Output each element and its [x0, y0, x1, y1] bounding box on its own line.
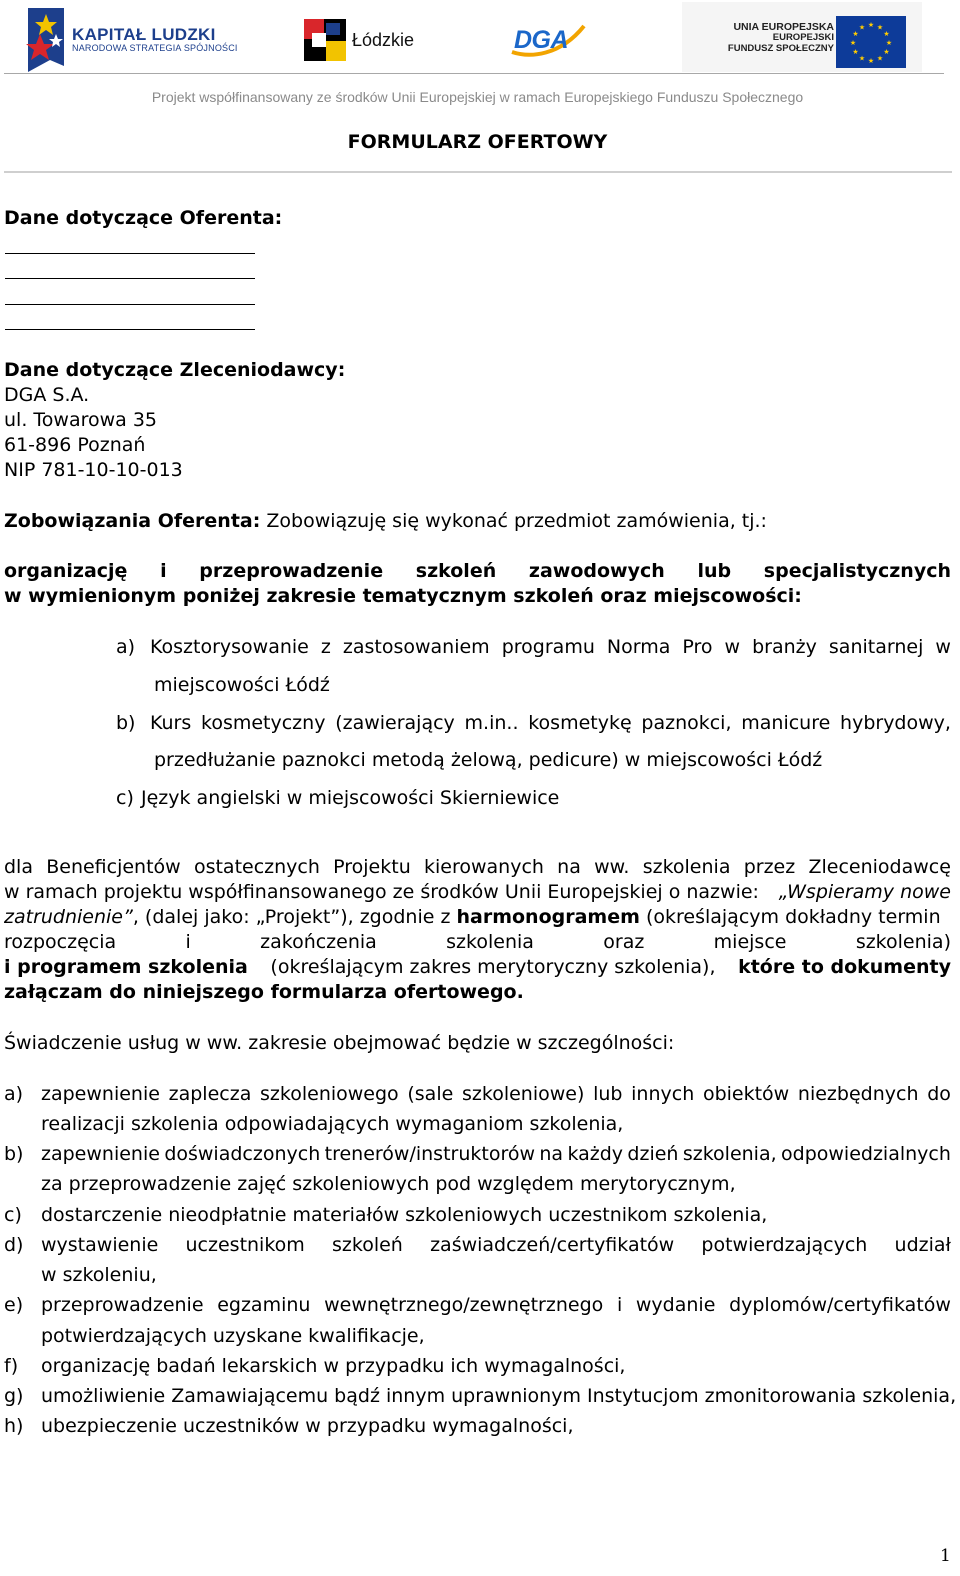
word: dyplomów/certyfikatów — [729, 1294, 951, 1316]
project-name: „Wspieramy nowe — [778, 881, 951, 903]
swiadczenie-d-line-2: w szkoleniu, — [41, 1264, 157, 1286]
word: innych — [631, 1083, 695, 1105]
word: zastosowaniem — [342, 636, 490, 658]
beneficjenci-line-3 — [4, 905, 951, 930]
word: z — [320, 636, 331, 658]
dga-label: DGA — [514, 25, 569, 54]
swiadczenie-d-line-1 — [41, 1233, 951, 1258]
project-cofinancing-note: Projekt współfinansowany ze środków Unii Europejskiej w ramach Europejskiego Funduszu Społecznego — [151, 89, 804, 105]
swiadczenie-a-line-2: realizacji szkolenia odpowiadających wymaganiom szkolenia, — [41, 1113, 624, 1135]
szkolenie-c-label: c) — [116, 787, 134, 809]
word: szkolenia, — [682, 1143, 777, 1165]
swiadczenie-f-line-1: organizację badań lekarskich w przypadku ich wymagalności, — [41, 1355, 626, 1377]
word: (zawierający — [335, 712, 455, 734]
word: Beneficjentów — [46, 856, 181, 878]
svg-text:★: ★ — [867, 57, 875, 65]
harmonogram-term: harmonogramem — [456, 906, 640, 928]
szkolenie-a-label: a) — [116, 636, 136, 658]
swiadczenie-a-label: a) — [4, 1083, 24, 1105]
svg-text:★: ★ — [852, 48, 859, 56]
word: szkoleń — [332, 1234, 403, 1256]
word: oraz — [603, 931, 645, 953]
word: ostatecznych — [193, 856, 320, 878]
oferent-blank-line[interactable] — [5, 304, 255, 305]
word: manicure — [741, 712, 831, 734]
svg-text:★: ★ — [849, 39, 857, 47]
zleceniodawca-label: Dane dotyczące Zleceniodawcy: — [4, 359, 346, 381]
beneficjenci-line-6: załączam do niniejszego formularza ofertowego. — [4, 981, 524, 1003]
swiadczenie-f-label: f) — [4, 1355, 19, 1377]
word: zawodowych — [528, 560, 665, 582]
swiadczenie-e-line-1 — [41, 1293, 951, 1318]
word: szkoleń — [415, 560, 497, 582]
svg-text:★: ★ — [883, 30, 890, 38]
word: branży — [752, 636, 817, 658]
kapital-ludzki-emblem-icon — [24, 8, 66, 72]
swiadczenie-intro: Świadczenie usług w ww. zakresie obejmować będzie w szczególności: — [4, 1032, 675, 1054]
zleceniodawca-line: ul. Towarowa 35 — [4, 409, 158, 431]
beneficjenci-paragraph — [4, 855, 951, 1005]
word: zaświadczeń/certyfikatów — [430, 1234, 675, 1256]
page-title: FORMULARZ OFERTOWY — [347, 131, 608, 153]
swiadczenie-h-label: h) — [4, 1415, 24, 1437]
svg-text:★: ★ — [852, 30, 859, 38]
word: i — [616, 1294, 623, 1316]
word: Norma — [606, 636, 671, 658]
word: przez — [743, 856, 796, 878]
word: rozpoczęcia — [4, 931, 117, 953]
project-name-cont: zatrudnienie” — [4, 906, 133, 928]
svg-text:★: ★ — [867, 21, 875, 29]
dga-logo — [510, 22, 568, 58]
oferent-blank-line[interactable] — [5, 278, 255, 279]
word: ww. — [594, 856, 630, 878]
title-divider — [4, 171, 952, 173]
swiadczenie-b-line-2: za przeprowadzenie zajęć szkoleniowych pod względem merytorycznym, — [41, 1173, 736, 1195]
word: na — [539, 1143, 564, 1165]
zobowiazania-label: Zobowiązania Oferenta: — [4, 510, 261, 532]
word: obiektów — [702, 1083, 790, 1105]
word: wydanie — [635, 1294, 716, 1316]
word: w — [935, 636, 951, 658]
word: i — [160, 560, 167, 582]
word: przeprowadzenie — [199, 560, 384, 582]
eu-logo — [682, 2, 922, 72]
word: udział — [894, 1234, 951, 1256]
zobowiazania-paragraph — [4, 509, 767, 534]
eu-flag-icon — [836, 16, 906, 68]
zobowiazania-text: Zobowiązuję się wykonać przedmiot zamówienia, tj.: — [260, 510, 767, 532]
word: potwierdzających — [701, 1234, 868, 1256]
eu-line-2: EUROPEJSKI — [772, 32, 834, 44]
header-divider — [4, 73, 944, 74]
word: każdy — [567, 1143, 624, 1165]
svg-text:★: ★ — [876, 54, 884, 63]
swiadczenie-c-line-1: dostarczenie nieodpłatnie materiałów szkoleniowych uczestnikom szkolenia, — [41, 1204, 768, 1226]
zleceniodawca-line: DGA S.A. — [4, 384, 90, 406]
word: wystawienie — [41, 1234, 159, 1256]
word: szkoleniowe) — [462, 1083, 585, 1105]
word: egzaminu — [217, 1294, 311, 1316]
szkolenie-b-line-1 — [150, 711, 951, 736]
beneficjenci-text: , (dalej jako: „Projekt”), zgodnie z — [132, 906, 457, 928]
word: szkolenia) — [855, 931, 951, 953]
word: przeprowadzenie — [41, 1294, 204, 1316]
word: niezbędnych — [797, 1083, 919, 1105]
word: szkolenia — [446, 931, 534, 953]
swiadczenie-h-line-1: ubezpieczenie uczestników w przypadku wymagalności, — [41, 1415, 574, 1437]
zleceniodawca-line: 61-896 Poznań — [4, 434, 146, 456]
word: organizację — [4, 560, 128, 582]
program-term: i programem szkolenia — [4, 956, 248, 978]
word: na — [557, 856, 581, 878]
kapital-ludzki-subtitle: NARODOWA STRATEGIA SPÓJNOŚCI — [72, 43, 238, 54]
word: trenerów/instruktorów — [324, 1143, 536, 1165]
word: programu — [501, 636, 595, 658]
word: kosmetykę — [528, 712, 632, 734]
zakres-line-2: w wymienionym poniżej zakresie tematycznym szkoleń oraz miejscowości: — [4, 585, 802, 607]
header-logos — [0, 0, 960, 74]
page-number: 1 — [940, 1546, 951, 1566]
word: szkoleniowego — [260, 1083, 399, 1105]
oferent-blank-line[interactable] — [5, 329, 255, 330]
word: wewnętrznego/zewnętrznego — [324, 1294, 604, 1316]
word: dzień — [627, 1143, 679, 1165]
word: miejsce — [713, 931, 787, 953]
word: paznokci, — [641, 712, 732, 734]
svg-text:★: ★ — [883, 48, 890, 56]
word: zapewnienie — [41, 1083, 160, 1105]
word: Kosztorysowanie — [150, 636, 309, 658]
svg-text:★: ★ — [876, 23, 884, 32]
beneficjenci-text: (określającym dokładny termin — [639, 906, 941, 928]
word: doświadczonych — [164, 1143, 321, 1165]
word: zakończenia — [260, 931, 377, 953]
word: odpowiedzialnych — [781, 1143, 951, 1165]
dokumenty-term: które to dokumenty — [738, 956, 951, 978]
szkolenie-c-line-1: Język angielski w miejscowości Skierniewice — [141, 787, 560, 809]
beneficjenci-text: w ramach projektu współfinansowanego ze środków Unii Europejskiej o nazwie: — [4, 881, 765, 903]
zakres-line-1 — [4, 559, 951, 584]
swiadczenie-b-line-1 — [41, 1142, 951, 1167]
beneficjenci-line-1 — [4, 855, 951, 880]
word: uczestnikom — [185, 1234, 305, 1256]
word: specjalistycznych — [763, 560, 951, 582]
word: Pro — [682, 636, 713, 658]
svg-text:★: ★ — [885, 39, 893, 47]
word: Kurs — [150, 712, 192, 734]
szkolenie-a-line-2: miejscowości Łódź — [154, 674, 330, 696]
lodzkie-emblem-icon — [304, 19, 346, 61]
swiadczenie-d-label: d) — [4, 1234, 24, 1256]
szkolenie-b-label: b) — [116, 712, 136, 734]
svg-text:★: ★ — [858, 54, 866, 63]
word: w — [724, 636, 741, 658]
beneficjenci-text: (określającym zakres merytoryczny szkolenia), — [264, 956, 722, 978]
word: m.in.. — [464, 712, 519, 734]
szkolenie-b-line-2: przedłużanie paznokci metodą żelową, pedicure) w miejscowości Łódź — [154, 749, 823, 771]
word: lub — [593, 1083, 623, 1105]
swiadczenie-e-line-2: potwierdzających uzyskane kwalifikacje, — [41, 1325, 425, 1347]
swiadczenie-g-label: g) — [4, 1385, 24, 1407]
zleceniodawca-line: NIP 781-10-10-013 — [4, 459, 183, 481]
eu-line-3: FUNDUSZ SPOŁECZNY — [727, 42, 834, 54]
swiadczenie-b-label: b) — [4, 1143, 24, 1165]
beneficjenci-line-2 — [4, 880, 951, 905]
lodzkie-logo — [304, 18, 414, 62]
word: i — [185, 931, 191, 953]
szkolenie-a-line-1 — [150, 635, 951, 660]
word: dla — [4, 856, 33, 878]
zakres-paragraph — [4, 559, 951, 609]
word: Projektu — [333, 856, 411, 878]
lodzkie-label: Łódzkie — [352, 29, 415, 50]
swiadczenie-c-label: c) — [4, 1204, 22, 1226]
word: zaplecza — [168, 1083, 252, 1105]
beneficjenci-line-5 — [4, 955, 951, 980]
word: lub — [697, 560, 732, 582]
word: Zleceniodawcę — [808, 856, 951, 878]
word: sanitarnej — [828, 636, 924, 658]
word: kierowanych — [423, 856, 544, 878]
word: (sale — [407, 1083, 454, 1105]
beneficjenci-line-4 — [4, 930, 951, 955]
swiadczenie-a-line-1 — [41, 1082, 951, 1107]
oferent-label: Dane dotyczące Oferenta: — [4, 207, 283, 229]
word: szkolenia — [642, 856, 731, 878]
word: zapewnienie — [41, 1143, 160, 1165]
word: hybrydowy, — [840, 712, 951, 734]
oferent-blank-line[interactable] — [5, 253, 255, 254]
word: kosmetyczny — [201, 712, 326, 734]
eu-line-1: UNIA EUROPEJSKA — [733, 21, 834, 33]
swiadczenie-g-line-1: umożliwienie Zamawiającemu bądź innym uprawnionym Instytucjom zmonitorowania szkolenia, — [41, 1385, 957, 1407]
kapital-ludzki-title: KAPITAŁ LUDZKI — [72, 25, 216, 45]
word: do — [927, 1083, 951, 1105]
svg-text:★: ★ — [858, 23, 866, 32]
swiadczenie-e-label: e) — [4, 1294, 24, 1316]
kapital-ludzki-logo — [24, 8, 238, 72]
